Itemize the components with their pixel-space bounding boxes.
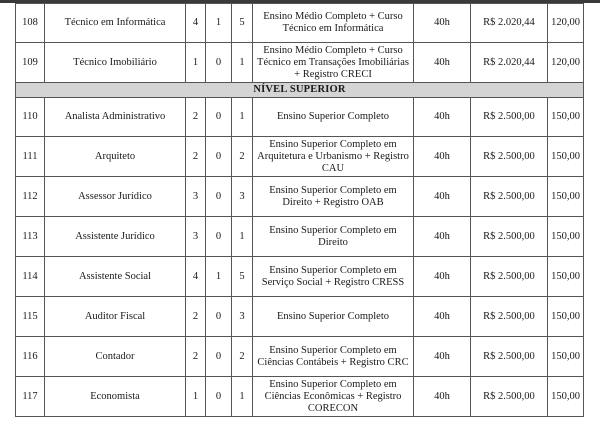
requirement-cell: Ensino Médio Completo + Curso Técnico em Informática (253, 4, 414, 43)
salary-cell: R$ 2.500,00 (471, 98, 548, 137)
workload-cell: 40h (414, 137, 471, 177)
fee-cell: 150,00 (548, 217, 584, 257)
workload-cell: 40h (414, 217, 471, 257)
pcd-vacancies-cell: 0 (206, 98, 232, 137)
vacancies-cell: 2 (186, 137, 206, 177)
workload-cell: 40h (414, 177, 471, 217)
reserve-cell: 1 (232, 98, 253, 137)
code-cell: 112 (16, 177, 45, 217)
section-title: NÍVEL SUPERIOR (16, 83, 584, 98)
pcd-vacancies-cell: 1 (206, 257, 232, 297)
reserve-cell: 2 (232, 137, 253, 177)
fee-cell: 150,00 (548, 177, 584, 217)
table-row (16, 4, 584, 43)
position-cell: Assistente Social (45, 257, 186, 297)
workload-cell: 40h (414, 257, 471, 297)
workload-cell: 40h (414, 98, 471, 137)
requirement-cell: Ensino Superior Completo em Serviço Social + Registro CRESS (253, 257, 414, 297)
pcd-vacancies-cell: 0 (206, 297, 232, 337)
code-cell: 113 (16, 217, 45, 257)
pcd-vacancies-cell: 0 (206, 217, 232, 257)
pcd-vacancies-cell: 1 (206, 4, 232, 43)
reserve-cell: 3 (232, 297, 253, 337)
reserve-cell: 2 (232, 337, 253, 377)
requirement-cell: Ensino Superior Completo em Direito + Registro OAB (253, 177, 414, 217)
salary-cell: R$ 2.500,00 (471, 257, 548, 297)
code-cell: 108 (16, 4, 45, 43)
salary-cell: R$ 2.020,44 (471, 4, 548, 43)
pcd-vacancies-cell: 0 (206, 177, 232, 217)
job-positions-table (15, 3, 584, 417)
vacancies-cell: 3 (186, 177, 206, 217)
salary-cell: R$ 2.500,00 (471, 377, 548, 417)
pcd-vacancies-cell: 0 (206, 137, 232, 177)
vacancies-cell: 2 (186, 98, 206, 137)
vacancies-cell: 2 (186, 297, 206, 337)
requirement-cell: Ensino Superior Completo (253, 297, 414, 337)
vacancies-cell: 4 (186, 4, 206, 43)
requirement-cell: Ensino Superior Completo em Ciências Contábeis + Registro CRC (253, 337, 414, 377)
workload-cell: 40h (414, 43, 471, 83)
workload-cell: 40h (414, 337, 471, 377)
section-header-row (16, 83, 584, 98)
reserve-cell: 1 (232, 43, 253, 83)
table-row (16, 177, 584, 217)
position-cell: Assessor Jurídico (45, 177, 186, 217)
requirement-cell: Ensino Superior Completo (253, 98, 414, 137)
workload-cell: 40h (414, 377, 471, 417)
requirement-cell: Ensino Superior Completo em Ciências Econômicas + Registro CORECON (253, 377, 414, 417)
pcd-vacancies-cell: 0 (206, 337, 232, 377)
workload-cell: 40h (414, 297, 471, 337)
table-row (16, 337, 584, 377)
table-row (16, 297, 584, 337)
requirement-cell: Ensino Superior Completo em Arquitetura e Urbanismo + Registro CAU (253, 137, 414, 177)
reserve-cell: 5 (232, 257, 253, 297)
vacancies-cell: 1 (186, 377, 206, 417)
reserve-cell: 3 (232, 177, 253, 217)
salary-cell: R$ 2.500,00 (471, 137, 548, 177)
vacancies-cell: 1 (186, 43, 206, 83)
position-cell: Economista (45, 377, 186, 417)
code-cell: 116 (16, 337, 45, 377)
vacancies-cell: 4 (186, 257, 206, 297)
fee-cell: 150,00 (548, 297, 584, 337)
table-row (16, 43, 584, 83)
reserve-cell: 5 (232, 4, 253, 43)
code-cell: 109 (16, 43, 45, 83)
table-row (16, 217, 584, 257)
position-cell: Contador (45, 337, 186, 377)
table-row (16, 377, 584, 417)
position-cell: Auditor Fiscal (45, 297, 186, 337)
vacancies-cell: 3 (186, 217, 206, 257)
workload-cell: 40h (414, 4, 471, 43)
position-cell: Arquiteto (45, 137, 186, 177)
vacancies-cell: 2 (186, 337, 206, 377)
position-cell: Técnico em Informática (45, 4, 186, 43)
requirement-cell: Ensino Superior Completo em Direito (253, 217, 414, 257)
code-cell: 111 (16, 137, 45, 177)
salary-cell: R$ 2.500,00 (471, 217, 548, 257)
salary-cell: R$ 2.500,00 (471, 177, 548, 217)
code-cell: 110 (16, 98, 45, 137)
fee-cell: 150,00 (548, 257, 584, 297)
fee-cell: 120,00 (548, 4, 584, 43)
fee-cell: 120,00 (548, 43, 584, 83)
salary-cell: R$ 2.020,44 (471, 43, 548, 83)
fee-cell: 150,00 (548, 98, 584, 137)
table-row (16, 137, 584, 177)
fee-cell: 150,00 (548, 377, 584, 417)
pcd-vacancies-cell: 0 (206, 377, 232, 417)
position-cell: Analista Administrativo (45, 98, 186, 137)
salary-cell: R$ 2.500,00 (471, 297, 548, 337)
code-cell: 114 (16, 257, 45, 297)
fee-cell: 150,00 (548, 337, 584, 377)
requirement-cell: Ensino Médio Completo + Curso Técnico em Transações Imobiliárias + Registro CRECI (253, 43, 414, 83)
table-row (16, 98, 584, 137)
position-cell: Assistente Jurídico (45, 217, 186, 257)
table-row (16, 257, 584, 297)
fee-cell: 150,00 (548, 137, 584, 177)
code-cell: 117 (16, 377, 45, 417)
salary-cell: R$ 2.500,00 (471, 337, 548, 377)
reserve-cell: 1 (232, 217, 253, 257)
pcd-vacancies-cell: 0 (206, 43, 232, 83)
position-cell: Técnico Imobiliário (45, 43, 186, 83)
code-cell: 115 (16, 297, 45, 337)
reserve-cell: 1 (232, 377, 253, 417)
